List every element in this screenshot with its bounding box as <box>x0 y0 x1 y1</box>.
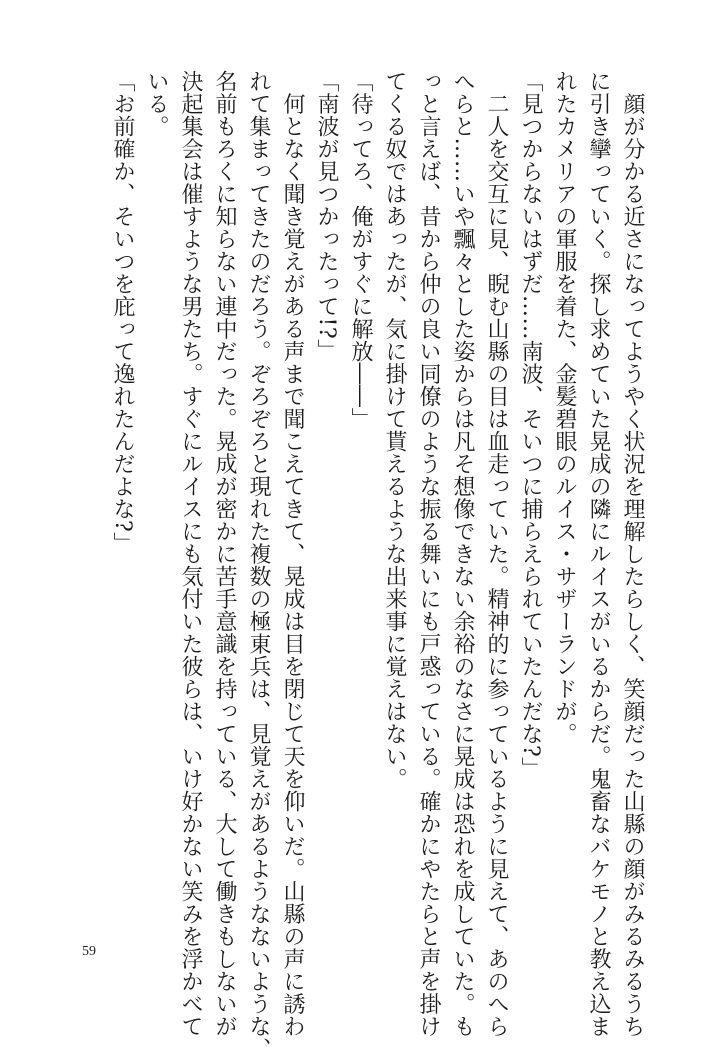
text-line-13: 名前もろくに知らない連中だった。晃成が密かに苦手意識を持っている、大して働きもしないが <box>212 70 237 1038</box>
text-line-5: 二人を交互に見、睨む山縣の目は血走っていた。精神的に参っているように見えて、あのへら <box>484 70 509 1038</box>
text-line-16: 「お前確か、そいつを庇って逸れたんだよな?」 <box>110 70 135 555</box>
text-line-1: 顔が分かる近さになってようやく状況を理解したらしく、笑顔だった山縣の顔がみるみるうち <box>620 70 645 1038</box>
text-line-3: れたカメリアの軍服を着た、金髪碧眼のルイス・サザーランドが。 <box>552 70 577 745</box>
text-line-14: 決起集会は催すような男たち。すぐにルイスにも気付いた彼らは、いけ好かない笑みを浮かべて <box>178 70 203 1038</box>
text-line-10: 「南波が見つかったって!?」 <box>314 70 339 362</box>
text-line-6: へらと……いや飄々とした姿からは凡そ想像できない余裕のなさに晃成は恐れを成していた。も <box>450 70 475 1038</box>
text-line-2: に引き攣っていく。探し求めていた晃成の隣にルイスがいるからだ。鬼畜なバケモノと教え込ま <box>586 70 611 1038</box>
text-line-15: いる。 <box>144 70 169 138</box>
text-line-11: 何となく聞き覚えがある声まで聞こえてきて、晃成は目を閉じて天を仰いだ。山縣の声に誘わ <box>280 70 305 1038</box>
text-line-12: れて集まってきたのだろう。ぞろぞろと現れた複数の極東兵は、見覚えがあるようなないような、 <box>246 70 271 1060</box>
text-line-9: 「待ってろ、俺がすぐに解放――」 <box>348 70 373 430</box>
page-number: 59 <box>82 944 96 959</box>
text-line-4: 「見つからないはずだ……南波、そいつに捕らえられていたんだな?」 <box>518 70 543 780</box>
text-line-7: っと言えば、昔から仲の良い同僚のような振る舞いにも戸惑っている。確かにやたらと声を掛け <box>416 70 441 1038</box>
text-line-8: てくる奴ではあったが、気に掛けて貰えるような出来事に覚えはない。 <box>382 70 407 790</box>
